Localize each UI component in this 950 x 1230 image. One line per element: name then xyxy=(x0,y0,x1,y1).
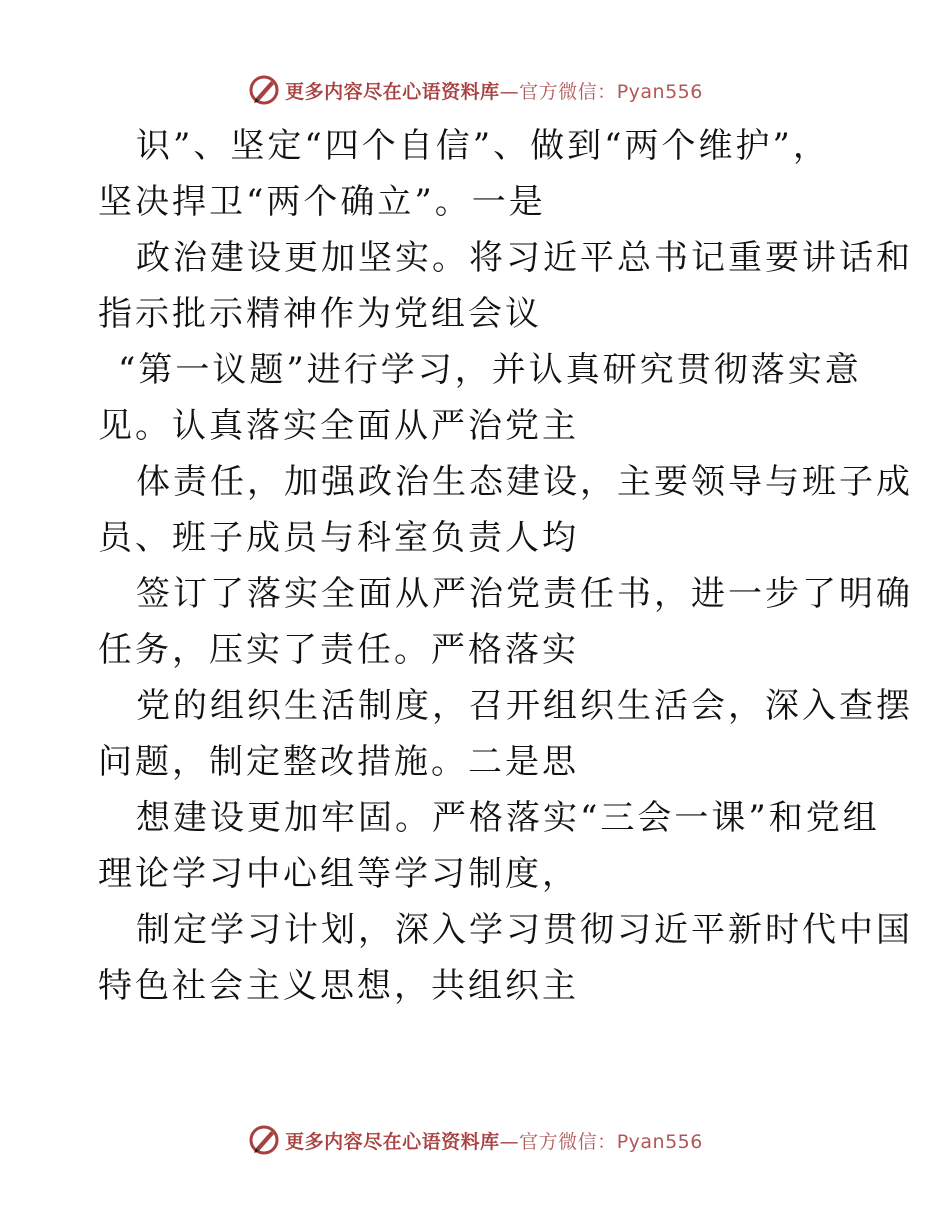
pen-seal-icon xyxy=(247,1123,281,1157)
text-line: 坚决捍卫“两个确立”。一是 xyxy=(98,182,546,222)
document-body xyxy=(98,118,913,1014)
pen-seal-icon xyxy=(247,73,281,107)
footer-watermark xyxy=(0,1120,950,1160)
watermark-wechat-id: Pyan556 xyxy=(616,1130,703,1153)
text-line: 体责任，加强政治生态建设，主要领导与班子成 xyxy=(136,462,913,502)
text-line: 理论学习中心组等学习制度， xyxy=(98,854,579,894)
text-line: 特色社会主义思想，共组织主 xyxy=(98,966,579,1006)
text-line: 见。认真落实全面从严治党主 xyxy=(98,406,579,446)
text-line: 党的组织生活制度，召开组织生活会，深入查摆 xyxy=(136,686,913,726)
watermark-wechat-id: Pyan556 xyxy=(616,80,703,103)
text-line: 签订了落实全面从严治党责任书，进一步了明确 xyxy=(136,574,913,614)
text-line: 想建设更加牢固。严格落实“三会一课”和党组 xyxy=(136,798,880,838)
watermark-dash: — xyxy=(499,1130,520,1153)
text-line: 问题，制定整改措施。二是思 xyxy=(98,742,579,782)
text-line: “第一议题”进行学习，并认真研究贯彻落实意 xyxy=(118,350,862,390)
text-line: 指示批示精神作为党组会议 xyxy=(98,294,542,334)
watermark-wechat-label: 官方微信： xyxy=(519,80,617,103)
text-line: 任务，压实了责任。严格落实 xyxy=(98,630,579,670)
watermark-dash: — xyxy=(499,80,520,103)
text-line: 员、班子成员与科室负责人均 xyxy=(98,518,579,558)
text-line: 制定学习计划，深入学习贯彻习近平新时代中国 xyxy=(136,910,913,950)
watermark-brand: 更多内容尽在心语资料库 xyxy=(285,80,500,103)
header-watermark xyxy=(0,70,950,110)
watermark-brand: 更多内容尽在心语资料库 xyxy=(285,1130,500,1153)
text-line: 识”、坚定“四个自信”、做到“两个维护”， xyxy=(136,126,830,166)
watermark-wechat-label: 官方微信： xyxy=(519,1130,617,1153)
text-line: 政治建设更加坚实。将习近平总书记重要讲话和 xyxy=(136,238,913,278)
